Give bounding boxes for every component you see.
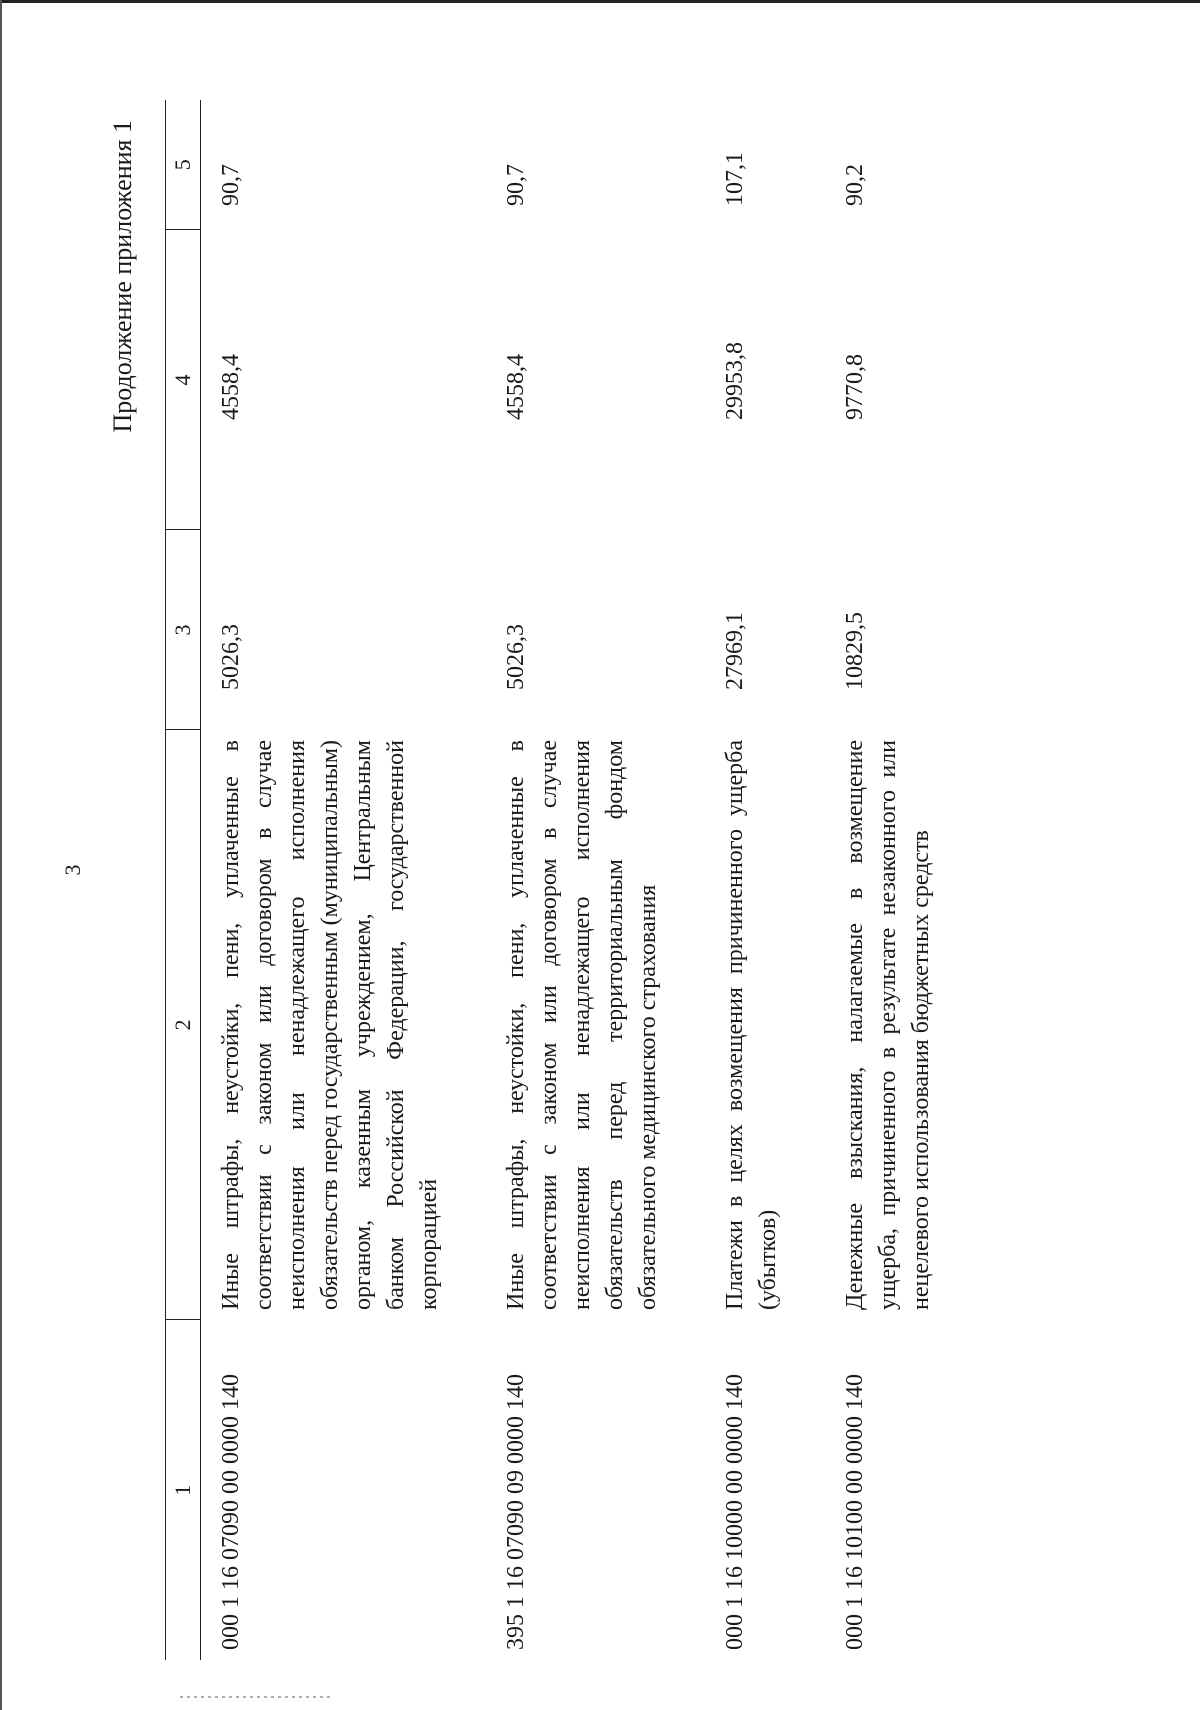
value-col-4: 29953,8 (722, 342, 748, 420)
header-col-2: 2 (166, 730, 201, 1320)
value-col-5: 90,7 (503, 164, 529, 206)
row-description: Платежи в целях возмещения причиненного ущерба (убытков) (722, 740, 781, 1310)
value-col-3: 27969,1 (722, 612, 748, 690)
header-col-1: 1 (166, 1320, 201, 1660)
table-row (201, 100, 487, 1660)
row-description: Денежные взыскания, налагаемые в возмещение ущерба, причиненного в результате незаконного или нецелевого использования бюджетных средств (842, 740, 934, 1310)
value-col-4: 9770,8 (842, 354, 868, 420)
value-col-3: 5026,3 (503, 624, 529, 690)
table-row (705, 100, 825, 1660)
value-col-3: 5026,3 (218, 624, 244, 690)
value-col-5: 90,2 (842, 164, 868, 206)
appendix-caption: Продолжение приложения 1 (108, 120, 137, 433)
value-col-4: 4558,4 (218, 354, 244, 420)
value-col-3: 10829,5 (842, 612, 868, 690)
value-col-5: 90,7 (218, 164, 244, 206)
budget-code: 000 1 16 07090 00 0000 140 (218, 1374, 244, 1650)
value-col-4: 4558,4 (503, 354, 529, 420)
budget-code: 000 1 16 10100 00 0000 140 (842, 1374, 868, 1650)
header-col-5: 5 (166, 100, 201, 230)
budget-code: 395 1 16 07090 09 0000 140 (503, 1374, 529, 1650)
row-description: Иные штрафы, неустойки, пени, уплаченные в соответствии с законом или договором в случае неисполнения или ненадлежащего исполнения обязательств перед территориальным фондом обязательного медицинского страхования (503, 740, 661, 1310)
page-number: 3 (60, 864, 85, 876)
row-description: Иные штрафы, неустойки, пени, уплаченные в соответствии с законом или договором в случае неисполнения или ненадлежащего исполнения обязательств перед государственным (муниципальным) органом, казенным учреждением, Центральным банком Российской Федерации, государственной корпорацией (218, 740, 442, 1310)
value-col-5: 107,1 (722, 152, 748, 206)
header-col-3: 3 (166, 530, 201, 730)
table-row (825, 100, 978, 1660)
table-row (486, 100, 705, 1660)
budget-code: 000 1 16 10000 00 0000 140 (722, 1374, 748, 1650)
table-header-row (166, 100, 201, 1660)
header-col-4: 4 (166, 230, 201, 530)
revenue-table (165, 100, 978, 1660)
